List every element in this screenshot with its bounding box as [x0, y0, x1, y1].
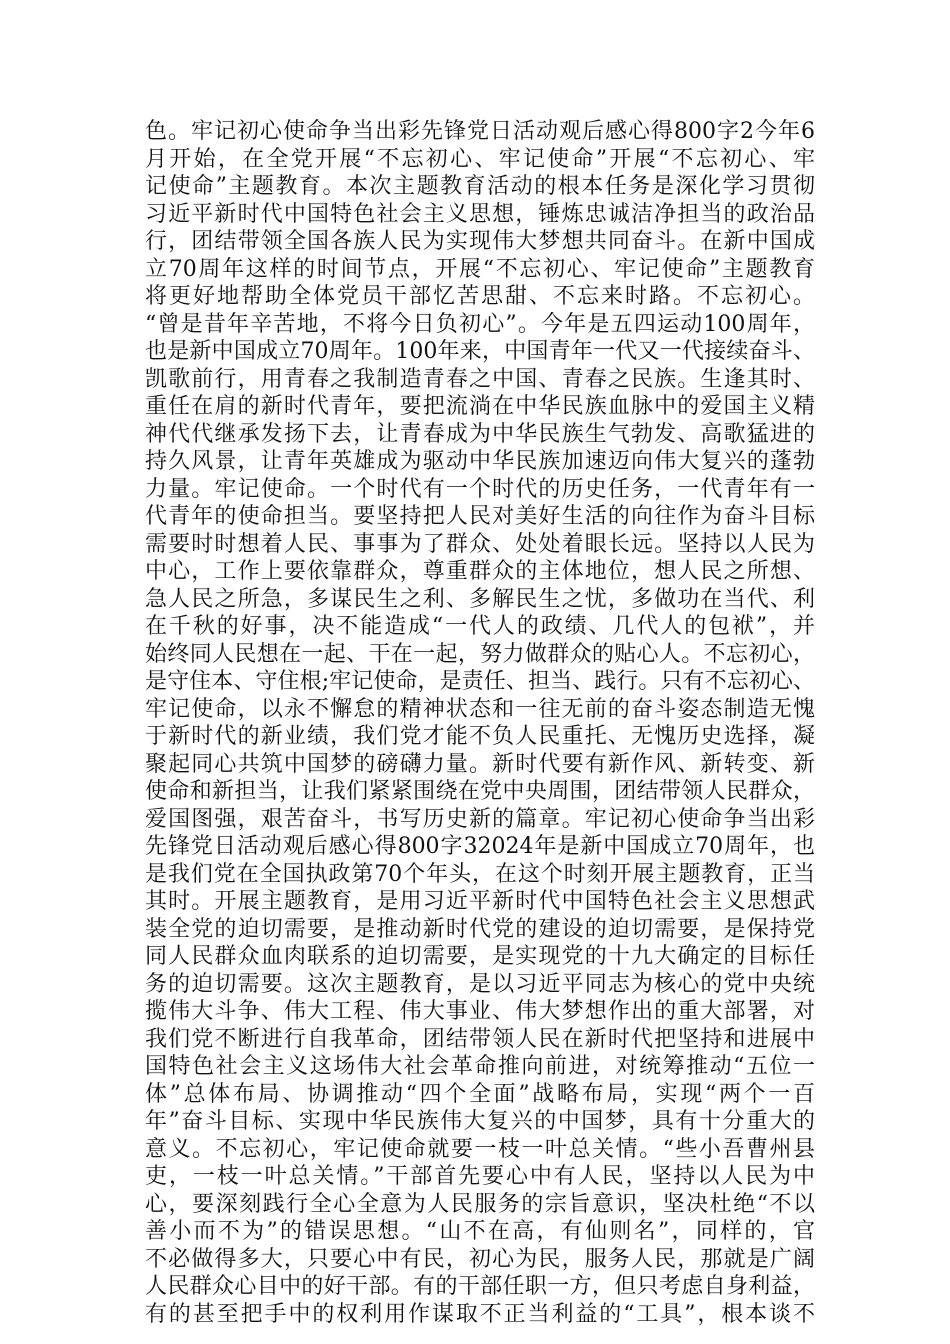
text-line: 始终同人民想在一起、干在一起，努力做群众的贴心人。不忘初心，: [145, 641, 815, 667]
text-line: 代青年的使命担当。要坚持把人民对美好生活的向往作为奋斗目标: [145, 504, 815, 529]
text-line: 也是新中国成立70周年。100年来，中国青年一代又一代接续奋斗、: [145, 339, 815, 364]
text-line: 务的迫切需要。这次主题教育，是以习近平同志为核心的党中央统: [145, 971, 815, 997]
text-line: 先锋党日活动观后感心得800字32024年是新中国成立70周年，也: [145, 834, 815, 859]
text-line: 吏，一枝一叶总关情。”干部首先要心中有人民，坚持以人民为中: [145, 1164, 815, 1189]
text-line: 心，要深刻践行全心全意为人民服务的宗旨意识，坚决杜绝“不以: [145, 1191, 815, 1217]
text-line: 重任在肩的新时代青年，要把流淌在中华民族血脉中的爱国主义精: [145, 394, 815, 419]
text-line: 需要时时想着人民、事事为了群众、处处着眼长远。坚持以人民为: [145, 531, 815, 557]
text-line: 爱国图强，艰苦奋斗，书写历史新的篇章。牢记初心使命争当出彩: [145, 806, 815, 832]
text-line: 聚起同心共筑中国梦的磅礴力量。新时代要有新作风、新转变、新: [145, 751, 815, 777]
text-line: 有的甚至把手中的权利用作谋取不正当利益的“工具”，根本谈不: [145, 1301, 815, 1327]
text-line: 装全党的迫切需要，是推动新时代党的建设的迫切需要，是保持党: [145, 916, 815, 942]
text-line: 色。牢记初心使命争当出彩先锋党日活动观后感心得800字2今年6: [145, 119, 815, 144]
text-line: 是我们党在全国执政第70个年头，在这个时刻开展主题教育，正当: [145, 861, 815, 887]
text-line: “曾是昔年辛苦地，不将今日负初心”。今年是五四运动100周年，: [145, 311, 815, 337]
text-line: 人民群众心目中的好干部。有的干部任职一方，但只考虑自身利益，: [145, 1274, 815, 1299]
text-line: 是守住本、守住根;牢记使命，是责任、担当、践行。只有不忘初心、: [145, 669, 815, 694]
text-line: 不必做得多大，只要心中有民，初心为民，服务人民，那就是广阔: [145, 1246, 815, 1272]
text-line: 揽伟大斗争、伟大工程、伟大事业、伟大梦想作出的重大部署，对: [145, 999, 815, 1024]
text-line: 持久风景，让青年英雄成为驱动中华民族加速迈向伟大复兴的蓬勃: [145, 449, 815, 474]
text-line: 习近平新时代中国特色社会主义思想，锤炼忠诚洁净担当的政治品: [145, 201, 815, 227]
text-line: 使命和新担当，让我们紧紧围绕在党中央周围，团结带领人民群众，: [145, 779, 815, 804]
text-line: 在千秋的好事，决不能造成“一代人的政绩、几代人的包袱”，并: [145, 614, 815, 639]
text-line: 立70周年这样的时间节点，开展“不忘初心、牢记使命”主题教育: [145, 256, 815, 282]
text-line: 将更好地帮助全体党员干部忆苦思甜、不忘来时路。不忘初心。: [145, 284, 815, 309]
text-line: 善小而不为”的错误思想。“山不在高，有仙则名”，同样的，官: [145, 1219, 815, 1244]
text-line: 中心，工作上要依靠群众，尊重群众的主体地位，想人民之所想、: [145, 559, 815, 584]
text-line: 凯歌前行，用青春之我制造青春之中国、青春之民族。生逢其时、: [145, 366, 815, 392]
text-line: 体”总体布局、协调推动“四个全面”战略布局，实现“两个一百: [145, 1081, 815, 1107]
text-line: 月开始，在全党开展“不忘初心、牢记使命”开展“不忘初心、牢: [145, 146, 815, 172]
body-text: [145, 118, 815, 1328]
text-line: 我们党不断进行自我革命，团结带领人民在新时代把坚持和进展中: [145, 1026, 815, 1052]
text-line: 力量。牢记使命。一个时代有一个时代的历史任务，一代青年有一: [145, 476, 815, 502]
text-line: 行，团结带领全国各族人民为实现伟大梦想共同奋斗。在新中国成: [145, 229, 815, 254]
text-line: 国特色社会主义这场伟大社会革命推向前进，对统筹推动“五位一: [145, 1054, 815, 1079]
text-line: 意义。不忘初心，牢记使命就要一枝一叶总关情。“些小吾曹州县: [145, 1136, 815, 1162]
text-line: 牢记使命，以永不懈怠的精神状态和一往无前的奋斗姿态制造无愧: [145, 696, 815, 722]
text-line: 急人民之所急，多谋民生之利、多解民生之忧，多做功在当代、利: [145, 586, 815, 612]
text-line: 神代代继承发扬下去，让青春成为中华民族生气勃发、高歌猛进的: [145, 421, 815, 447]
text-line: 记使命”主题教育。本次主题教育活动的根本任务是深化学习贯彻: [145, 174, 815, 199]
text-line: 同人民群众血肉联系的迫切需要，是实现党的十九大确定的目标任: [145, 944, 815, 969]
text-line: 其时。开展主题教育，是用习近平新时代中国特色社会主义思想武: [145, 889, 815, 914]
text-line: 于新时代的新业绩，我们党才能不负人民重托、无愧历史选择，凝: [145, 724, 815, 749]
text-line: 年”奋斗目标、实现中华民族伟大复兴的中国梦，具有十分重大的: [145, 1109, 815, 1134]
